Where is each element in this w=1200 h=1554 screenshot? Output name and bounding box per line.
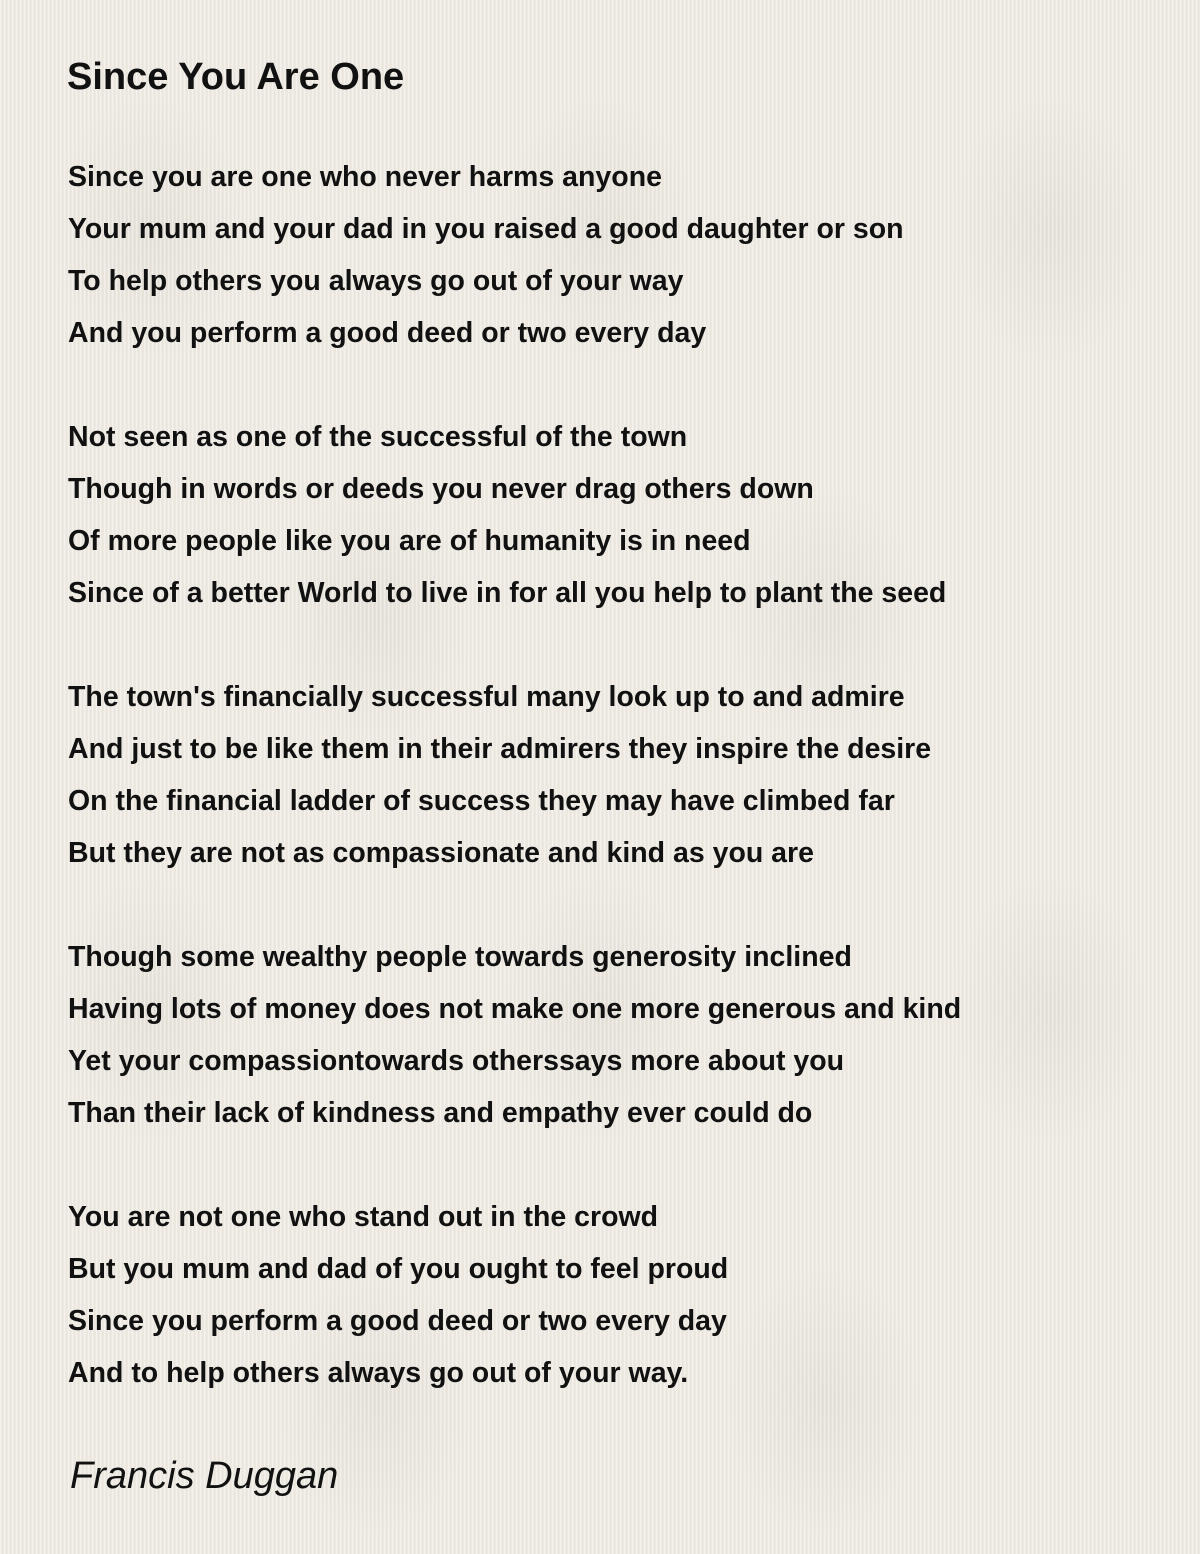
poem-line: Since you are one who never harms anyone — [68, 161, 662, 193]
poem-line: You are not one who stand out in the crowd — [68, 1201, 659, 1233]
author-name: Francis Duggan — [70, 1455, 339, 1497]
poem-line: Yet your compassiontowards otherssays more about you — [68, 1045, 845, 1077]
poem-line: And to help others always go out of your way. — [68, 1357, 689, 1389]
poem-line: Your mum and your dad in you raised a good daughter or son — [68, 213, 904, 245]
stanza-1 — [68, 151, 1168, 359]
poem-line: Than their lack of kindness and empathy ever could do — [68, 1097, 813, 1129]
poem-line: And just to be like them in their admirers they inspire the desire — [68, 733, 932, 765]
poem-line: On the financial ladder of success they may have climbed far — [68, 785, 895, 817]
poem-line: Though some wealthy people towards generosity inclined — [68, 941, 852, 973]
poem-line: Not seen as one of the successful of the town — [68, 421, 688, 453]
stanza-3 — [68, 671, 1168, 879]
poem-line: Since you perform a good deed or two every day — [68, 1305, 727, 1337]
stanza-4 — [68, 931, 1168, 1139]
poem-line: Since of a better World to live in for all you help to plant the seed — [68, 577, 947, 609]
poem-line: But they are not as compassionate and kind as you are — [68, 837, 814, 869]
poem-body — [68, 151, 1168, 1451]
poem-line: Though in words or deeds you never drag others down — [68, 473, 814, 505]
stanza-2 — [68, 411, 1168, 619]
poem-line: The town's financially successful many look up to and admire — [68, 681, 905, 713]
stanza-5 — [68, 1191, 1168, 1399]
poem-line: And you perform a good deed or two every day — [68, 317, 707, 349]
poem-title: Since You Are One — [67, 56, 405, 98]
poem-line: But you mum and dad of you ought to feel proud — [68, 1253, 729, 1285]
poem-line: To help others you always go out of your way — [68, 265, 684, 297]
poem-line: Of more people like you are of humanity is in need — [68, 525, 751, 557]
poem-line: Having lots of money does not make one more generous and kind — [68, 993, 962, 1025]
